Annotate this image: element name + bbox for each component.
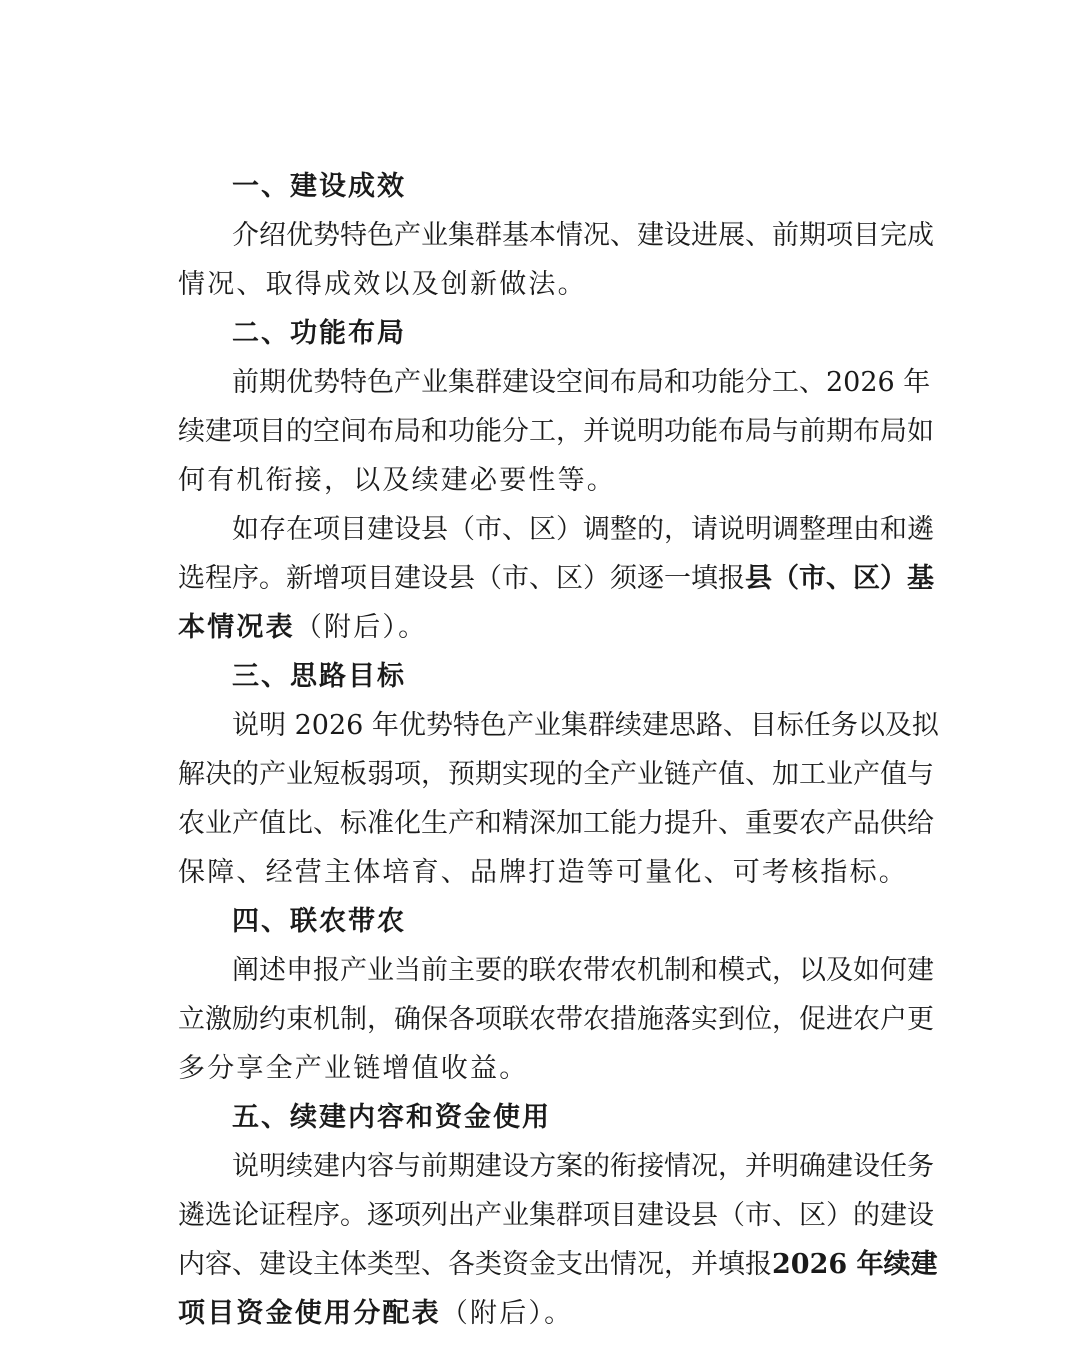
paragraph-line: 说明 2026 年优势特色产业集群续建思路、目标任务以及拟 [232, 710, 939, 741]
paragraph-line: 何有机衔接，以及续建必要性等。 [178, 465, 616, 496]
section-heading-2: 二、功能布局 [232, 318, 406, 349]
paragraph-line [178, 1248, 938, 1282]
paragraph-line: 说明续建内容与前期建设方案的衔接情况，并明确建设任务 [232, 1151, 934, 1182]
paragraph-line: 情况、取得成效以及创新做法。 [178, 269, 587, 300]
paragraph-line: 如存在项目建设县（市、区）调整的，请说明调整理由和遴 [232, 514, 934, 545]
paragraph-line: 续建项目的空间布局和功能分工，并说明功能布局与前期布局如 [178, 416, 934, 447]
section-heading-4: 四、联农带农 [232, 906, 406, 937]
paragraph-line: 农业产值比、标准化生产和精深加工能力提升、重要农产品供给 [178, 808, 934, 839]
bold-text: 县（市、区）基 [745, 563, 934, 594]
paragraph-line [178, 611, 902, 645]
paragraph-text: （附后）。 [294, 612, 428, 643]
bold-text: 本情况表 [178, 612, 295, 643]
paragraph-line: 前期优势特色产业集群建设空间布局和功能分工、2026 年 [232, 367, 931, 398]
paragraph-line [178, 562, 934, 596]
paragraph-text: （附后）。 [440, 1298, 574, 1329]
section-heading-3: 三、思路目标 [232, 661, 406, 692]
paragraph-text: 选程序。新增项目建设县（市、区）须逐一填报 [178, 563, 745, 594]
paragraph-line: 立激励约束机制，确保各项联农带农措施落实到位，促进农户更 [178, 1004, 934, 1035]
paragraph-line [178, 1297, 902, 1331]
paragraph-line: 阐述申报产业当前主要的联农带农机制和模式，以及如何建 [232, 955, 934, 986]
section-heading-5: 五、续建内容和资金使用 [232, 1102, 551, 1133]
paragraph-line: 多分享全产业链增值收益。 [178, 1053, 529, 1084]
paragraph-line: 解决的产业短板弱项，预期实现的全产业链产值、加工业产值与 [178, 759, 934, 790]
paragraph-line: 介绍优势特色产业集群基本情况、建设进展、前期项目完成 [232, 220, 934, 251]
section-heading-1: 一、建设成效 [232, 171, 406, 202]
paragraph-text: 内容、建设主体类型、各类资金支出情况，并填报 [178, 1249, 772, 1280]
paragraph-line: 保障、经营主体培育、品牌打造等可量化、可考核指标。 [178, 857, 908, 888]
bold-text: 2026 年续建 [772, 1249, 938, 1280]
bold-text: 项目资金使用分配表 [178, 1298, 441, 1329]
paragraph-line: 遴选论证程序。逐项列出产业集群项目建设县（市、区）的建设 [178, 1200, 934, 1231]
